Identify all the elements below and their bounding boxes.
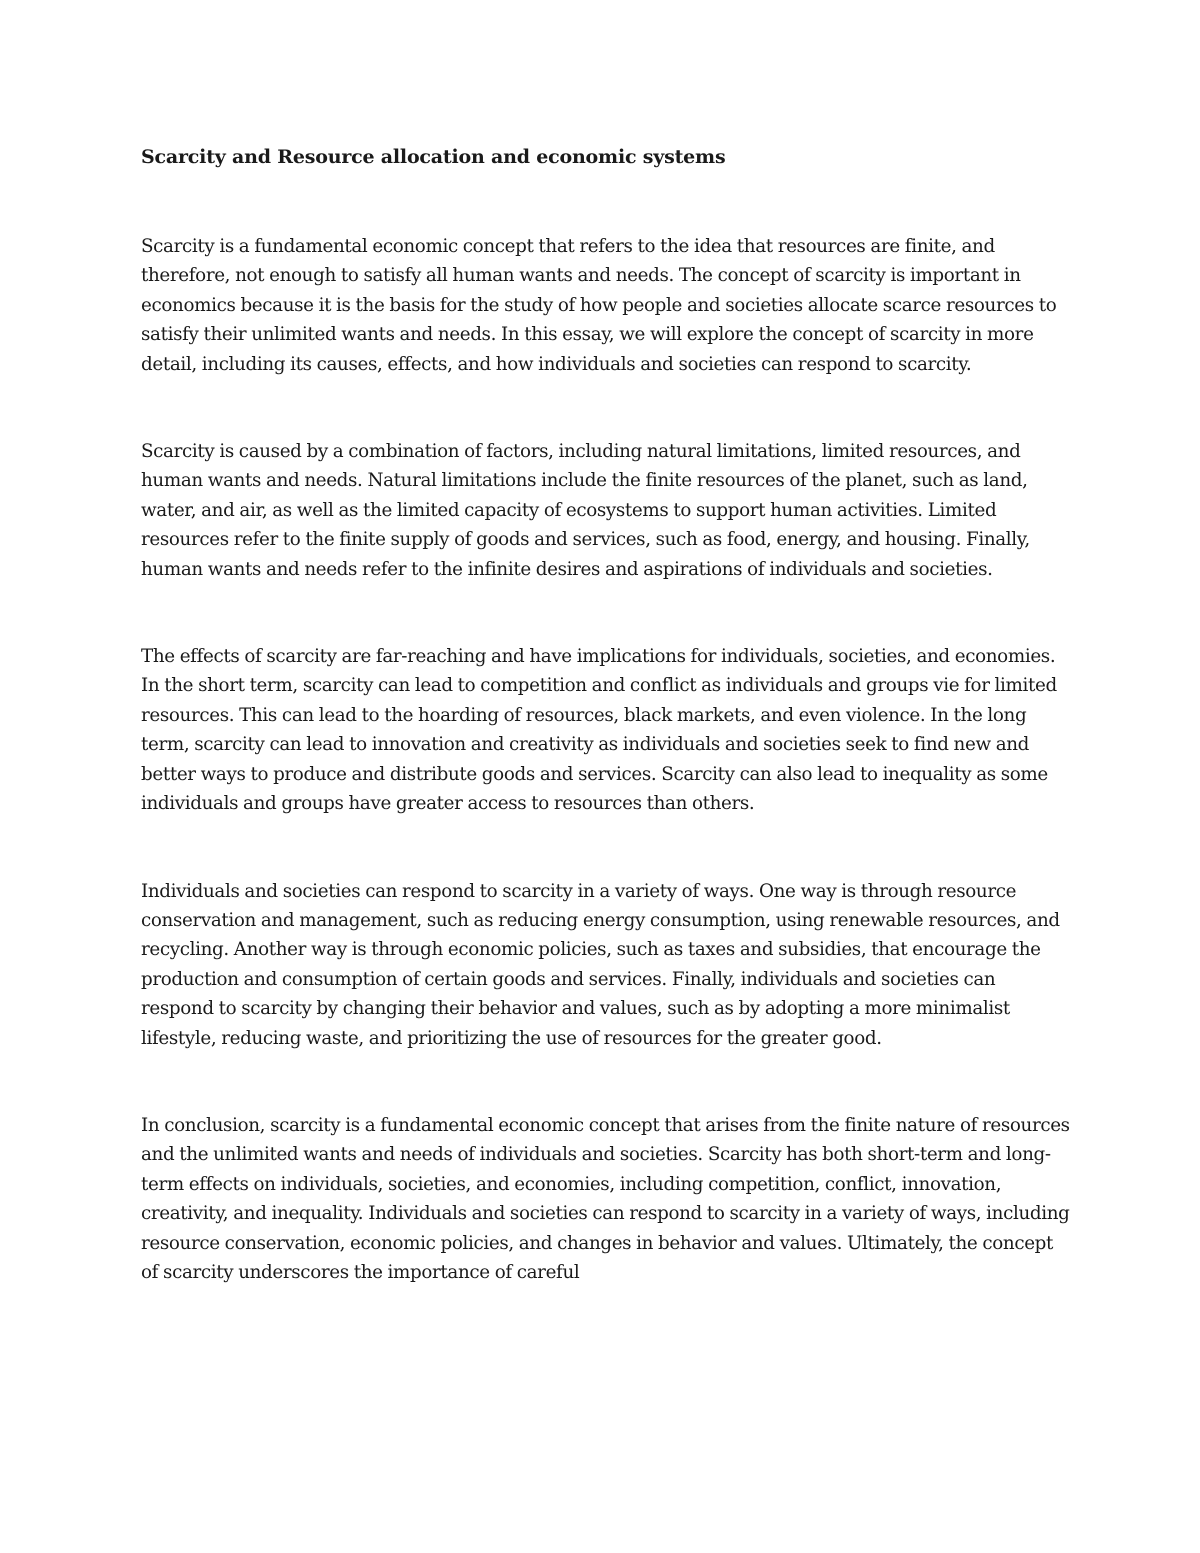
paragraph-causes: Scarcity is caused by a combination of factors, including natural limitations, limited resources, and human wants and needs. Natural limitations include the finite resources of the planet, such as land, water, and air, as well as the limited capacity of ecosystems to support human activities. Limited resources refer to the finite supply of goods and services, such as food, energy, and housing. Finally, human wants and needs refer to the infinite desires and aspirations of individuals and societies. — [141, 441, 1030, 580]
document-title: Scarcity and Resource allocation and economic systems — [141, 146, 726, 168]
paragraph-conclusion: In conclusion, scarcity is a fundamental economic concept that arises from the finite nature of resources and the unlimited wants and needs of individuals and societies. Scarcity has both short-term and long-term effects on individuals, societies, and economies, including competition, conflict, innovation, creativity, and inequality. Individuals and societies can respond to scarcity in a variety of ways, including resource conservation, economic policies, and changes in behavior and values. Ultimately, the concept of scarcity underscores the importance of careful — [141, 1114, 1070, 1283]
paragraph-introduction: Scarcity is a fundamental economic concept that refers to the idea that resources are finite, and therefore, not enough to satisfy all human wants and needs. The concept of scarcity is important in economics because it is the basis for the study of how people and societies allocate scarce resources to satisfy their unlimited wants and needs. In this essay, we will explore the concept of scarcity in more detail, including its causes, effects, and how individuals and societies can respond to scarcity. — [141, 236, 1057, 375]
paragraph-responses: Individuals and societies can respond to scarcity in a variety of ways. One way is through resource conservation and management, such as reducing energy consumption, using renewable resources, and recycling. Another way is through economic policies, such as taxes and subsidies, that encourage the production and consumption of certain goods and services. Finally, individuals and societies can respond to scarcity by changing their behavior and values, such as by adopting a more minimalist lifestyle, reducing waste, and prioritizing the use of resources for the greater good. — [141, 880, 1060, 1049]
document-page — [141, 143, 1071, 1345]
paragraph-effects: The effects of scarcity are far-reaching and have implications for individuals, societies, and economies. In the short term, scarcity can lead to competition and conflict as individuals and groups vie for limited resources. This can lead to the hoarding of resources, black markets, and even violence. In the long term, scarcity can lead to innovation and creativity as individuals and societies seek to find new and better ways to produce and distribute goods and services. Scarcity can also lead to inequality as some individuals and groups have greater access to resources than others. — [141, 646, 1057, 815]
